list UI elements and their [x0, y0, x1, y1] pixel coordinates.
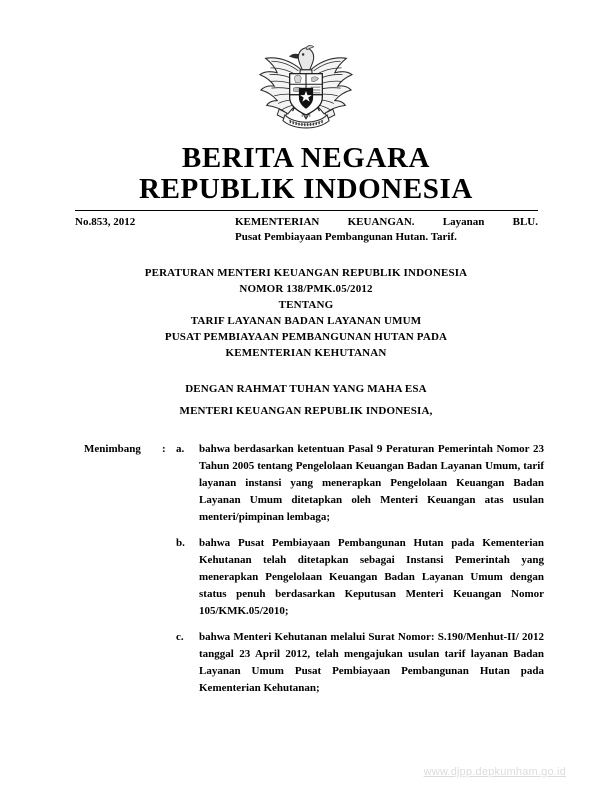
clause-marker-c: c. [176, 631, 184, 643]
title-line-number: NOMOR 138/PMK.05/2012 [239, 283, 373, 295]
considering-clause-list [176, 441, 544, 697]
title-line-tentang: TENTANG [278, 299, 334, 311]
considering-section [84, 441, 544, 697]
title-line-regulation-name: PERATURAN MENTERI KEUANGAN REPUBLIK INDONESIA [144, 267, 468, 279]
gazette-subject-line-2: Pusat Pembiayaan Pembangunan Hutan. Tarif. [235, 231, 457, 243]
regulation-title-block [56, 265, 556, 361]
clause-marker-a: a. [176, 443, 185, 455]
clause-text-a: bahwa berdasarkan ketentuan Pasal 9 Peraturan Pemerintah Nomor 23 Tahun 2005 tentang Pengelolaan Keuangan Badan Layanan Umum, tarif layanan instansi yang menerapkan Pengelolaan Keuangan Badan Layanan Umum ditetapkan oleh Menteri Keuangan atas usulan menteri/pimpinan lembaga; [199, 443, 544, 523]
considering-clause-c [176, 629, 544, 697]
header-divider-rule [75, 210, 538, 211]
footer-watermark [0, 762, 612, 780]
emblem-container [0, 42, 612, 138]
title-line-subject-2: PUSAT PEMBIAYAAN PEMBANGUNAN HUTAN PADA [164, 331, 448, 343]
footer-watermark-url[interactable]: www.djpp.depkumham.go.id [423, 766, 566, 778]
considering-colon: : [162, 443, 166, 455]
considering-clause-a [176, 441, 544, 526]
clause-text-c: bahwa Menteri Kehutanan melalui Surat Nomor: S.190/Menhut-II/ 2012 tanggal 23 April 2012, telah mengajukan usulan tarif layanan Badan Layanan Umum Pusat Pembiayaan Pembangunan Hutan pada Kementerian Kehutanan; [199, 631, 544, 694]
masthead-line-berita-negara: BERITA NEGARA [181, 142, 431, 174]
gazette-subject [235, 215, 538, 245]
masthead-line-republik-indonesia: REPUBLIK INDONESIA [139, 173, 473, 205]
title-line-subject-1: TARIF LAYANAN BADAN LAYANAN UMUM [190, 315, 422, 327]
title-line-subject-3: KEMENTERIAN KEHUTANAN [225, 347, 387, 359]
masthead [0, 143, 612, 205]
gazette-number: No.853, 2012 [75, 216, 136, 228]
gazette-meta-row [75, 215, 538, 245]
garuda-pancasila-emblem [258, 42, 354, 138]
preamble-block [56, 378, 556, 422]
preamble-line-authority: MENTERI KEUANGAN REPUBLIK INDONESIA, [179, 405, 433, 417]
preamble-line-invocation: DENGAN RAHMAT TUHAN YANG MAHA ESA [185, 383, 427, 395]
clause-marker-b: b. [176, 537, 185, 549]
clause-text-b: bahwa Pusat Pembiayaan Pembangunan Hutan pada Kementerian Kehutanan telah ditetapkan sebagai Instansi Pemerintah yang menerapkan Pengelolaan Keuangan Badan Layanan Umum dengan status penuh berdasarkan Keputusan Menteri Keuangan Nomor 105/KMK.05/2010; [199, 537, 544, 617]
considering-clause-b [176, 535, 544, 620]
considering-label: Menimbang [84, 443, 141, 455]
gazette-subject-line-1: KEMENTERIAN KEUANGAN. Layanan BLU. [235, 216, 538, 228]
